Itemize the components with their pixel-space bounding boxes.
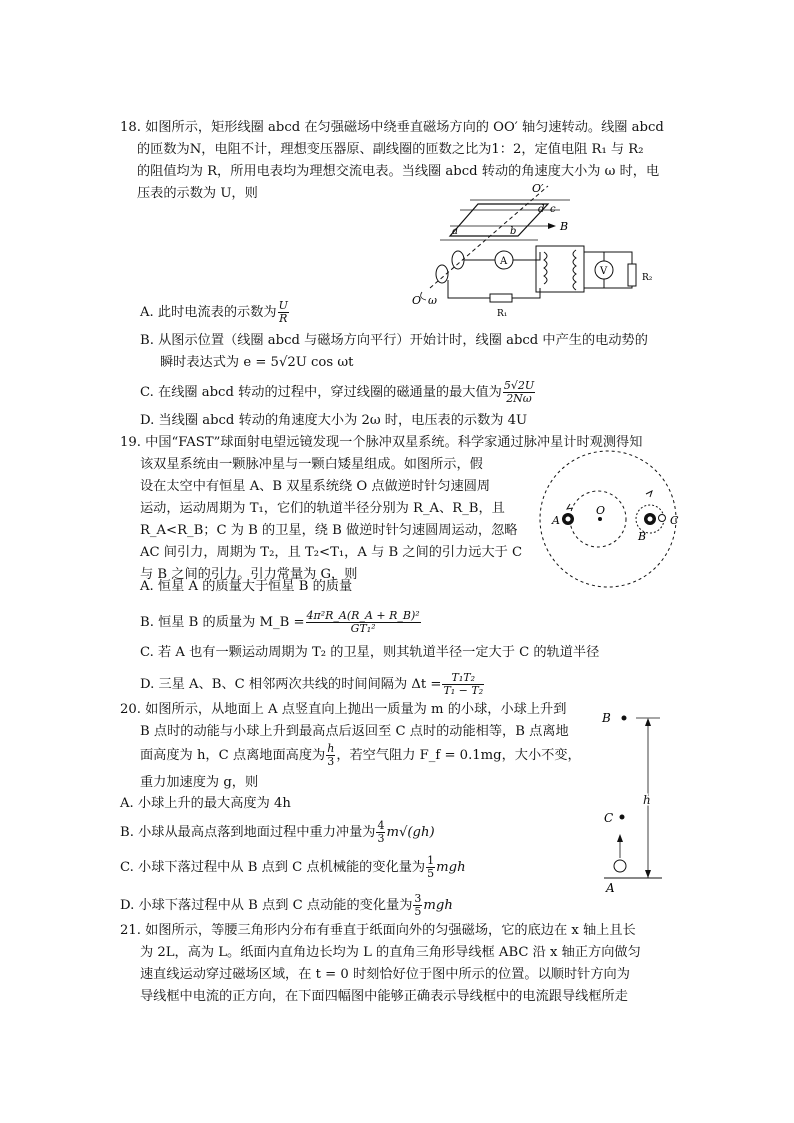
q19-stem-line-1: 19. 中国“FAST”球面射电望远镜发现一个脉冲双星系统。科学家通过脉冲星计时观测得知: [120, 435, 643, 450]
q18-stem-line-1: 18. 如图所示，矩形线圈 abcd 在匀强磁场中绕垂直磁场方向的 OO′ 轴匀速转动。线圈 abcd: [120, 120, 664, 135]
q18-generator-circuit-figure: [400, 180, 670, 320]
q20-vertical-throw-figure: [598, 706, 688, 896]
q18-label-b: b: [510, 226, 517, 237]
q18-voltmeter-label: V: [600, 266, 608, 277]
q20-option-a: A. 小球上升的最大高度为 4h: [120, 796, 291, 811]
q19-stem-line-2: 该双星系统由一颗脉冲星与一颗白矮星组成。如图所示，假: [140, 457, 483, 472]
q20-stem-line-3: 面高度为 h，C 点离地面高度为 $\frac{h}{3}$ ，若空气阻力 F_f = 0.1mg，大小不变，: [140, 742, 581, 768]
q18-label-d: d: [538, 204, 545, 215]
q18-label-O-prime: O′: [532, 182, 544, 195]
q18-label-c: c: [550, 204, 556, 215]
q20-option-c: C. 小球下落过程中从 B 点到 C 点机械能的变化量为 $\frac{1}{5}$ mgh: [120, 854, 466, 880]
q18-option-c: C. 在线圈 abcd 转动的过程中，穿过线圈的磁通量的最大值为 $\frac{5√2U}{2N\omega}$: [140, 379, 535, 405]
q20-option-d: D. 小球下落过程中从 B 点到 C 点动能的变化量为 $\frac{3}{5}$ mgh: [120, 892, 453, 918]
q19-option-d: D. 三星 A、B、C 相邻两次共线的时间间隔为 Δt = $\frac{\text{T₁T₂}}{\text{T₁ − T₂}}$: [140, 671, 484, 697]
q20-label-A: A: [606, 881, 615, 895]
q20-option-b: B. 小球从最高点落到地面过程中重力冲量为 $\frac{4}{3}$ m√(gh): [120, 819, 435, 845]
q19-stem-line-4: 运动，运动周期为 T₁，它们的轨道半径分别为 R_A、R_B，且: [140, 501, 505, 516]
q18-stem-line-4: 压表的示数为 U，则: [137, 186, 258, 201]
q19-option-b: B. 恒星 B 的质量为 M_B = $\frac{\text{4π²R\_A(R\_A + R\_B)²}}{\text{GT₁²}}$: [140, 609, 420, 635]
q18-option-d: D. 当线圈 abcd 转动的角速度大小为 2ω 时，电压表的示数为 4U: [140, 413, 528, 428]
q18-option-b-line-1: B. 从图示位置（线圈 abcd 与磁场方向平行）开始计时，线圈 abcd 中产生的电动势的: [140, 333, 648, 348]
q19-stem-line-6: AC 间引力，周期为 T₂，且 T₂<T₁，A 与 B 之间的引力远大于 C: [140, 545, 523, 560]
q18-label-O: O: [412, 294, 422, 307]
q18-option-b-line-2: 瞬时表达式为 e = 5√2U cos ωt: [160, 355, 354, 370]
q19-option-c: C. 若 A 也有一颗运动周期为 T₂ 的卫星，则其轨道半径一定大于 C 的轨道半径: [140, 645, 600, 660]
q20-stem-line-2: B 点时的动能与小球上升到最高点后返回至 C 点时的动能相等，B 点离地: [140, 724, 569, 739]
q21-stem-line-3: 速直线运动穿过磁场区域，在 t = 0 时刻恰好位于图中所示的位置。以顺时针方向为: [140, 967, 630, 982]
q19-stem-line-3: 设在太空中有恒星 A、B 双星系统绕 O 点做逆时针匀速圆周: [140, 479, 491, 494]
q18-option-a: A. 此时电流表的示数为 $\frac{U}{R}$: [140, 299, 288, 325]
q18-ammeter-label: A: [500, 256, 508, 267]
q19-stem-line-5: R_A<R_B；C 为 B 的卫星，绕 B 做逆时针匀速圆周运动，忽略: [140, 523, 518, 538]
q18-R2-label: R₂: [642, 273, 653, 283]
q20-stem-line-1: 20. 如图所示，从地面上 A 点竖直向上抛出一质量为 m 的小球，小球上升到: [120, 702, 567, 717]
q18-label-a: a: [452, 226, 458, 237]
q18-stem-line-2: 的匝数为N，电阻不计，理想变压器原、副线圈的匝数之比为1：2，定值电阻 R₁ 与 R₂: [137, 142, 644, 157]
q18-label-B-field: B: [560, 220, 569, 233]
q18-label-omega: ω: [428, 294, 437, 307]
q19-label-C: C: [670, 514, 679, 527]
q20-label-h: h: [643, 793, 651, 807]
q18-stem-line-3: 的阻值均为 R，所用电表均为理想交流电表。当线圈 abcd 转动的角速度大小为 ω 时，电: [137, 164, 660, 179]
q21-stem-line-4: 导线框中电流的正方向，在下面四幅图中能够正确表示导线框中的电流跟导线框所走: [140, 989, 628, 1004]
q19-label-B: B: [638, 530, 647, 543]
q21-stem-line-1: 21. 如图所示，等腰三角形内分布有垂直于纸面向外的匀强磁场，它的底边在 x 轴上且长: [120, 923, 636, 938]
q20-label-B: B: [602, 711, 611, 725]
q20-label-C: C: [604, 811, 614, 825]
q19-option-a: A. 恒星 A 的质量大于恒星 B 的质量: [140, 579, 353, 594]
q19-label-O: O: [596, 504, 606, 517]
q20-stem-line-4: 重力加速度为 g，则: [140, 775, 259, 790]
q19-stem-line-7: 与 B 之间的引力。引力常量为 G，则: [140, 567, 358, 582]
q18-R1-label: R₁: [497, 309, 508, 319]
q21-stem-line-2: 为 2L，高为 L。纸面内直角边长均为 L 的直角三角形导线框 ABC 沿 x 轴正方向做匀: [140, 945, 641, 960]
q19-label-A: A: [552, 514, 560, 527]
q19-binary-star-figure: [538, 452, 688, 592]
